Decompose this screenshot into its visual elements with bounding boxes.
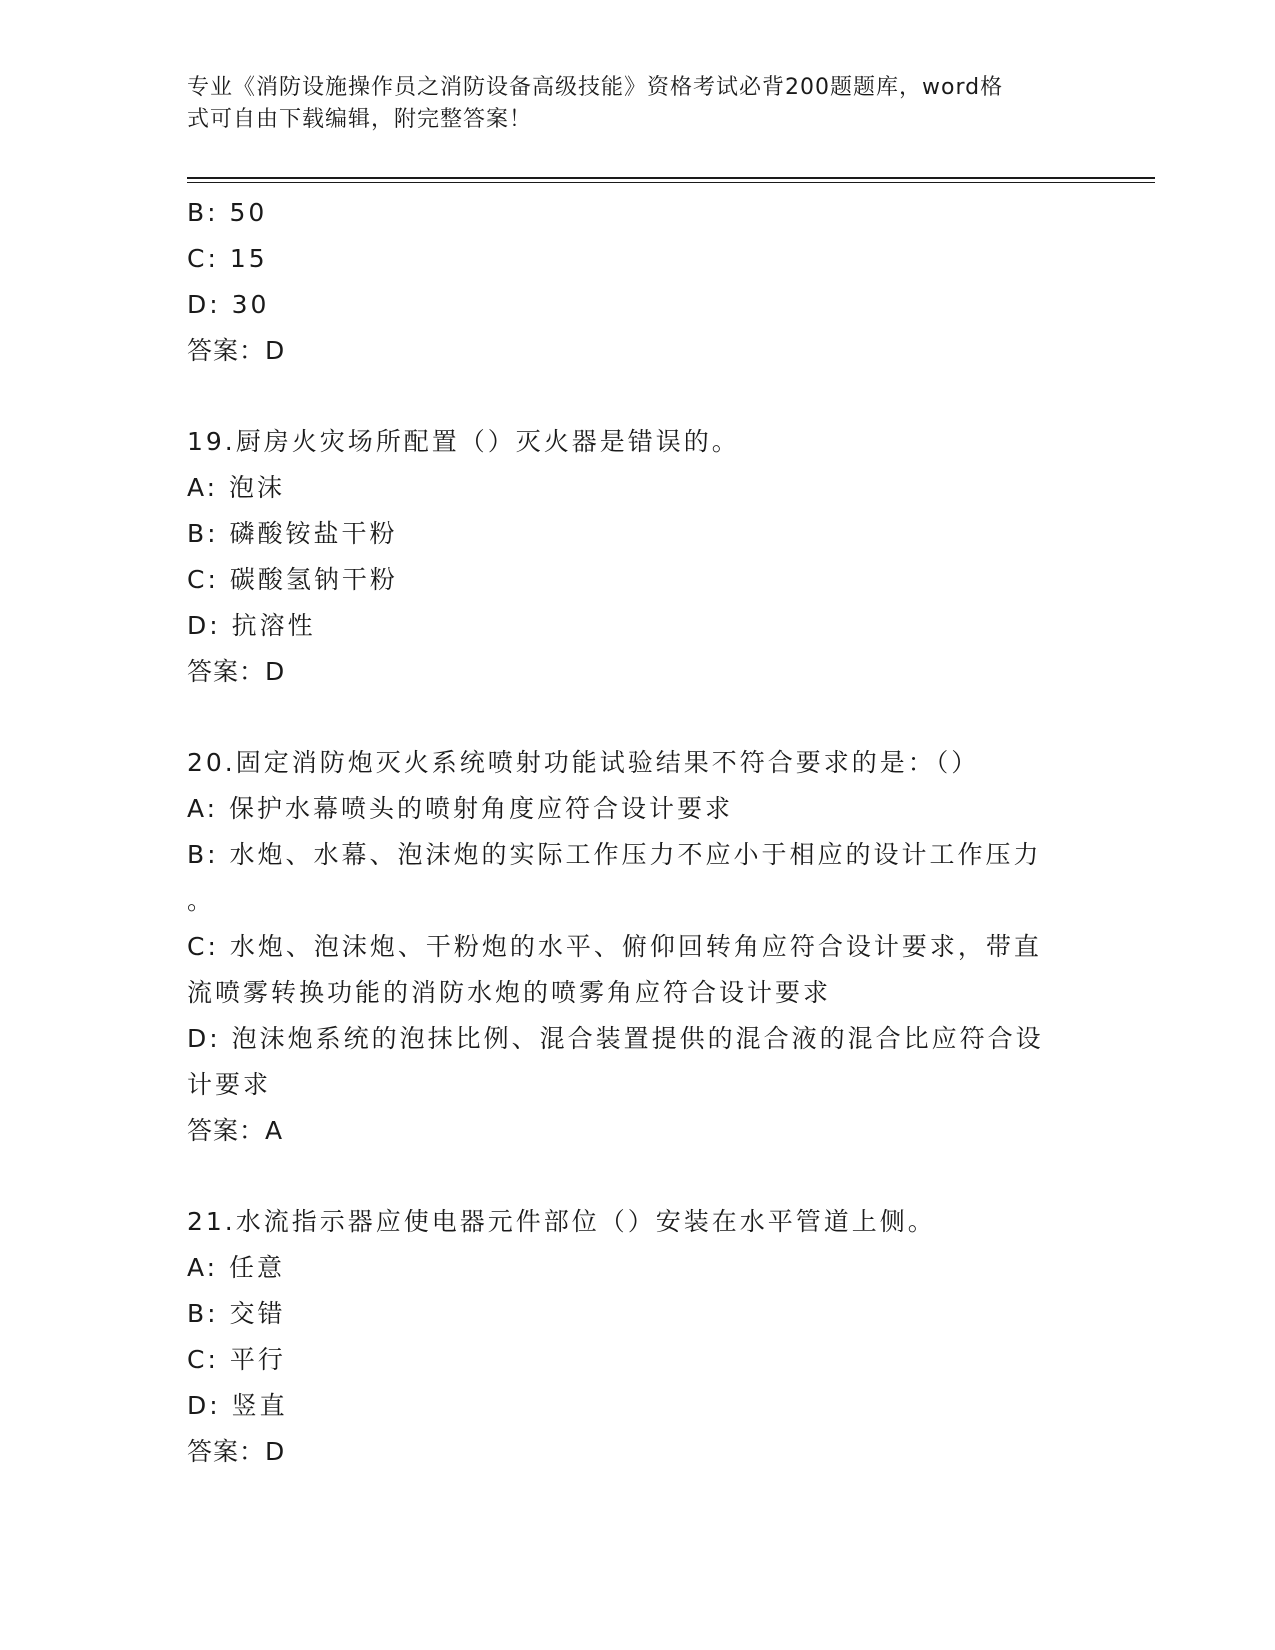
question-19-answer: 答案：D [187, 657, 286, 686]
question-21-text: 21.水流指示器应使电器元件部位（）安装在水平管道上侧。 [187, 1207, 936, 1236]
question-20-option-a: A: 保护水幕喷头的喷射角度应符合设计要求 [187, 794, 734, 823]
question-19-option-a: A: 泡沫 [187, 473, 286, 502]
question-20-answer: 答案：A [187, 1116, 284, 1145]
question-21-option-d: D: 竖直 [187, 1391, 288, 1420]
option-c: C: 15 [187, 244, 268, 273]
question-21-option-a: A: 任意 [187, 1253, 286, 1282]
question-list [187, 190, 1087, 1475]
question-19-option-d: D: 抗溶性 [187, 611, 316, 640]
spacer [187, 374, 1087, 419]
question-20-option-c-line-2: 流喷雾转换功能的消防水炮的喷雾角应符合设计要求 [187, 978, 832, 1007]
question-20-option-d-line-1: D: 泡沫炮系统的泡抹比例、混合装置提供的混合液的混合比应符合设 [187, 1024, 1044, 1053]
question-21-option-b: B: 交错 [187, 1299, 286, 1328]
header-rule-thin [187, 182, 1155, 183]
option-d: D: 30 [187, 290, 270, 319]
option-b: B: 50 [187, 198, 268, 227]
question-20-option-b-line-1: B: 水炮、水幕、泡沫炮的实际工作压力不应小于相应的设计工作压力 [187, 840, 1042, 869]
question-20-option-b-line-2: 。 [187, 886, 216, 915]
header-line-1: 专业《消防设施操作员之消防设备高级技能》资格考试必背200题题库，word格 [187, 75, 1004, 100]
spacer [187, 695, 1087, 740]
header-rule-thick [187, 177, 1155, 179]
question-20-text: 20.固定消防炮灭火系统喷射功能试验结果不符合要求的是：（） [187, 748, 980, 777]
question-19-option-b: B: 磷酸铵盐干粉 [187, 519, 398, 548]
answer-line: 答案：D [187, 336, 286, 365]
header-line-2: 式可自由下载编辑，附完整答案！ [187, 107, 533, 132]
question-20-option-c-line-1: C: 水炮、泡沫炮、干粉炮的水平、俯仰回转角应符合设计要求，带直 [187, 932, 1042, 961]
question-21-answer: 答案：D [187, 1437, 286, 1466]
question-19-text: 19.厨房火灾场所配置（）灭火器是错误的。 [187, 427, 740, 456]
question-20-option-d-line-2: 计要求 [187, 1070, 272, 1099]
question-19-option-c: C: 碳酸氢钠干粉 [187, 565, 398, 594]
question-21-option-c: C: 平行 [187, 1345, 286, 1374]
spacer [187, 1154, 1087, 1199]
document-header [187, 72, 1067, 136]
